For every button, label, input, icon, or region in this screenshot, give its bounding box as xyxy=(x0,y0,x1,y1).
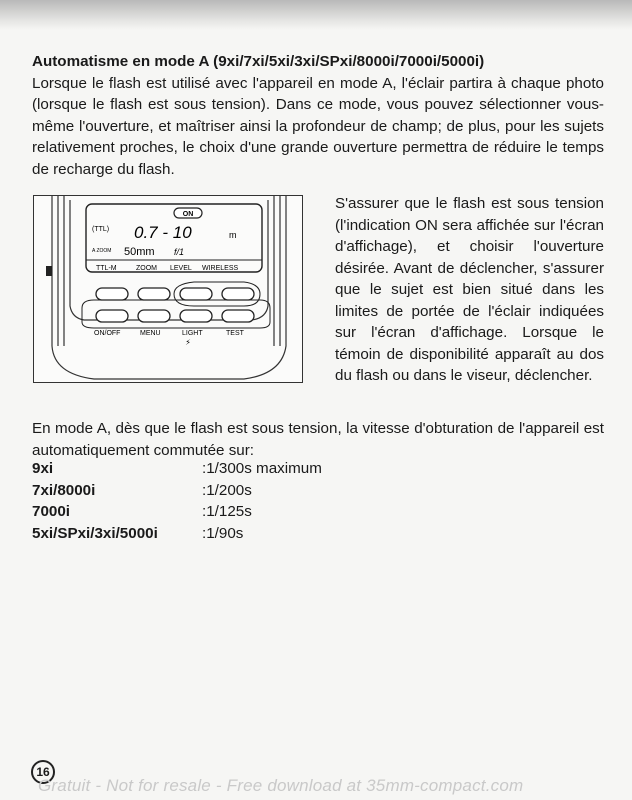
shutter-speed-list xyxy=(32,458,322,544)
label-zoom: ZOOM xyxy=(136,265,157,272)
intro-paragraph: Lorsque le flash est utilisé avec l'appareil en mode A, l'éclair partira à chaque photo (lorsque le flash est sous tension). Dans ce mode, vous pouvez sélectionner vous-même l'ouverture, et maîtriser ainsi la profondeur de champ; de plus, pour les sujets relativement proches, le choix d'une grande ouverture permettra de réduire le temps de recharge du flash. xyxy=(32,74,604,178)
label-onoff: ON/OFF xyxy=(94,330,121,337)
label-light: LIGHT xyxy=(182,330,203,337)
lcd-ttl-label: (TTL) xyxy=(92,226,110,233)
speed-row xyxy=(32,523,322,545)
speed-model: 9xi xyxy=(32,460,54,477)
label-level: LEVEL xyxy=(170,265,192,272)
flash-panel-illustration xyxy=(34,196,302,382)
intro-section xyxy=(32,51,604,180)
menu-button xyxy=(138,310,170,322)
speed-row xyxy=(32,458,322,480)
function-button-3 xyxy=(180,288,212,300)
test-button xyxy=(222,310,254,322)
onoff-button xyxy=(96,310,128,322)
label-test: TEST xyxy=(226,330,244,337)
label-ttl-m: TTL-M xyxy=(96,265,117,272)
speed-model: 7xi/8000i xyxy=(32,481,96,499)
lcd-aperture-small: f/1 xyxy=(174,247,185,257)
speed-value: :1/300s maximum xyxy=(202,460,322,477)
speed-value: :1/200s xyxy=(202,481,252,499)
speed-model: 7000i xyxy=(32,503,71,520)
speed-value: :1/90s xyxy=(202,524,244,542)
lcd-on-indicator: ON xyxy=(182,211,194,218)
lcd-unit: m xyxy=(229,230,237,240)
speed-row xyxy=(32,501,322,523)
speed-row xyxy=(32,480,322,502)
lcd-zoom-value: 50mm xyxy=(124,246,155,258)
lcd-range-value: 0.7 - 10 xyxy=(134,223,192,242)
label-wireless: WIRELESS xyxy=(202,265,239,272)
light-button xyxy=(180,310,212,322)
speed-value: :1/125s xyxy=(202,503,252,520)
flash-back-panel-figure xyxy=(33,195,303,383)
function-button-1 xyxy=(96,288,128,300)
section-title: Automatisme en mode A (9xi/7xi/5xi/3xi/SPxi/8000i/7000i/5000i) xyxy=(32,53,485,70)
label-menu: MENU xyxy=(140,330,161,337)
page-number: 16 xyxy=(31,760,55,784)
side-instructions: S'assurer que le flash est sous tension (l'indication ON sera affichée sur l'écran d'affichage), et choisir l'ouverture désirée. Avant de déclencher, s'assurer que le sujet est bien situé dans les limites de portée de l'éclair indiquées sur l'écran d'affichage. Lorsque le témoin de disponibilité apparaît au dos du flash ou dans le viseur, déclencher. xyxy=(335,195,604,384)
mode-paragraph: En mode A, dès que le flash est sous tension, la vitesse d'obturation de l'appareil est automatiquement commutée sur: xyxy=(32,420,604,459)
function-button-4 xyxy=(222,288,254,300)
watermark: Gratuit - Not for resale - Free download at 35mm-compact.com xyxy=(38,776,524,795)
speed-model: 5xi/SPxi/3xi/5000i xyxy=(32,524,158,542)
lcd-zoom-label: A ZOOM xyxy=(92,248,112,254)
light-bolt-icon: ⚡ xyxy=(185,338,191,347)
function-button-2 xyxy=(138,288,170,300)
side-jack xyxy=(46,266,52,276)
scan-top-shadow xyxy=(0,0,632,30)
